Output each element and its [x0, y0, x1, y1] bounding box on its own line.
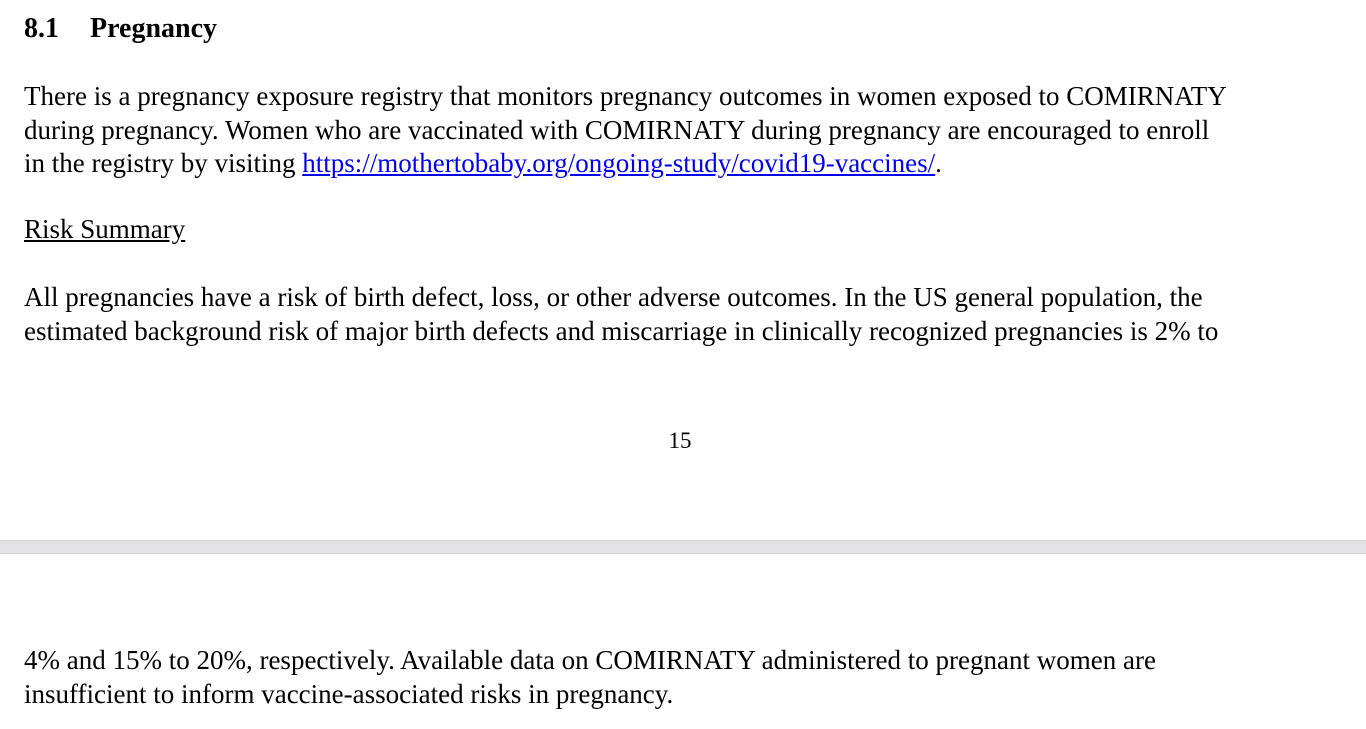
paragraph-line: insufficient to inform vaccine-associated risks in pregnancy.: [24, 678, 674, 709]
registry-link[interactable]: https://mothertobaby.org/ongoing-study/covid19-vaccines/: [302, 148, 936, 178]
paragraph-text: .: [935, 148, 942, 178]
risk-summary-paragraph: [24, 281, 1218, 348]
paragraph-line: All pregnancies have a risk of birth defect, loss, or other adverse outcomes. In the US general population, the: [24, 282, 1203, 312]
paragraph-line: estimated background risk of major birth defects and miscarriage in clinically recognized pregnancies is 2% to: [24, 315, 1219, 346]
risk-summary-heading: Risk Summary: [24, 214, 186, 244]
section-heading: [24, 12, 217, 46]
section-title: Pregnancy: [90, 13, 218, 44]
page-number: 15: [668, 428, 692, 453]
paragraph-line: during pregnancy. Women who are vaccinated with COMIRNATY during pregnancy are encouraged to enroll: [24, 114, 1210, 145]
page-separator: [0, 540, 1366, 554]
section-number: 8.1: [24, 13, 59, 44]
continuation-paragraph: [24, 644, 1156, 711]
paragraph-line: There is a pregnancy exposure registry that monitors pregnancy outcomes in women exposed to COMIRNATY: [24, 81, 1227, 111]
paragraph-line: [24, 147, 1227, 181]
paragraph-text: in the registry by visiting: [24, 148, 303, 178]
document-page-16: [0, 554, 1366, 729]
registry-paragraph: [24, 80, 1227, 181]
paragraph-line: 4% and 15% to 20%, respectively. Available data on COMIRNATY administered to pregnant women are: [24, 645, 1156, 675]
